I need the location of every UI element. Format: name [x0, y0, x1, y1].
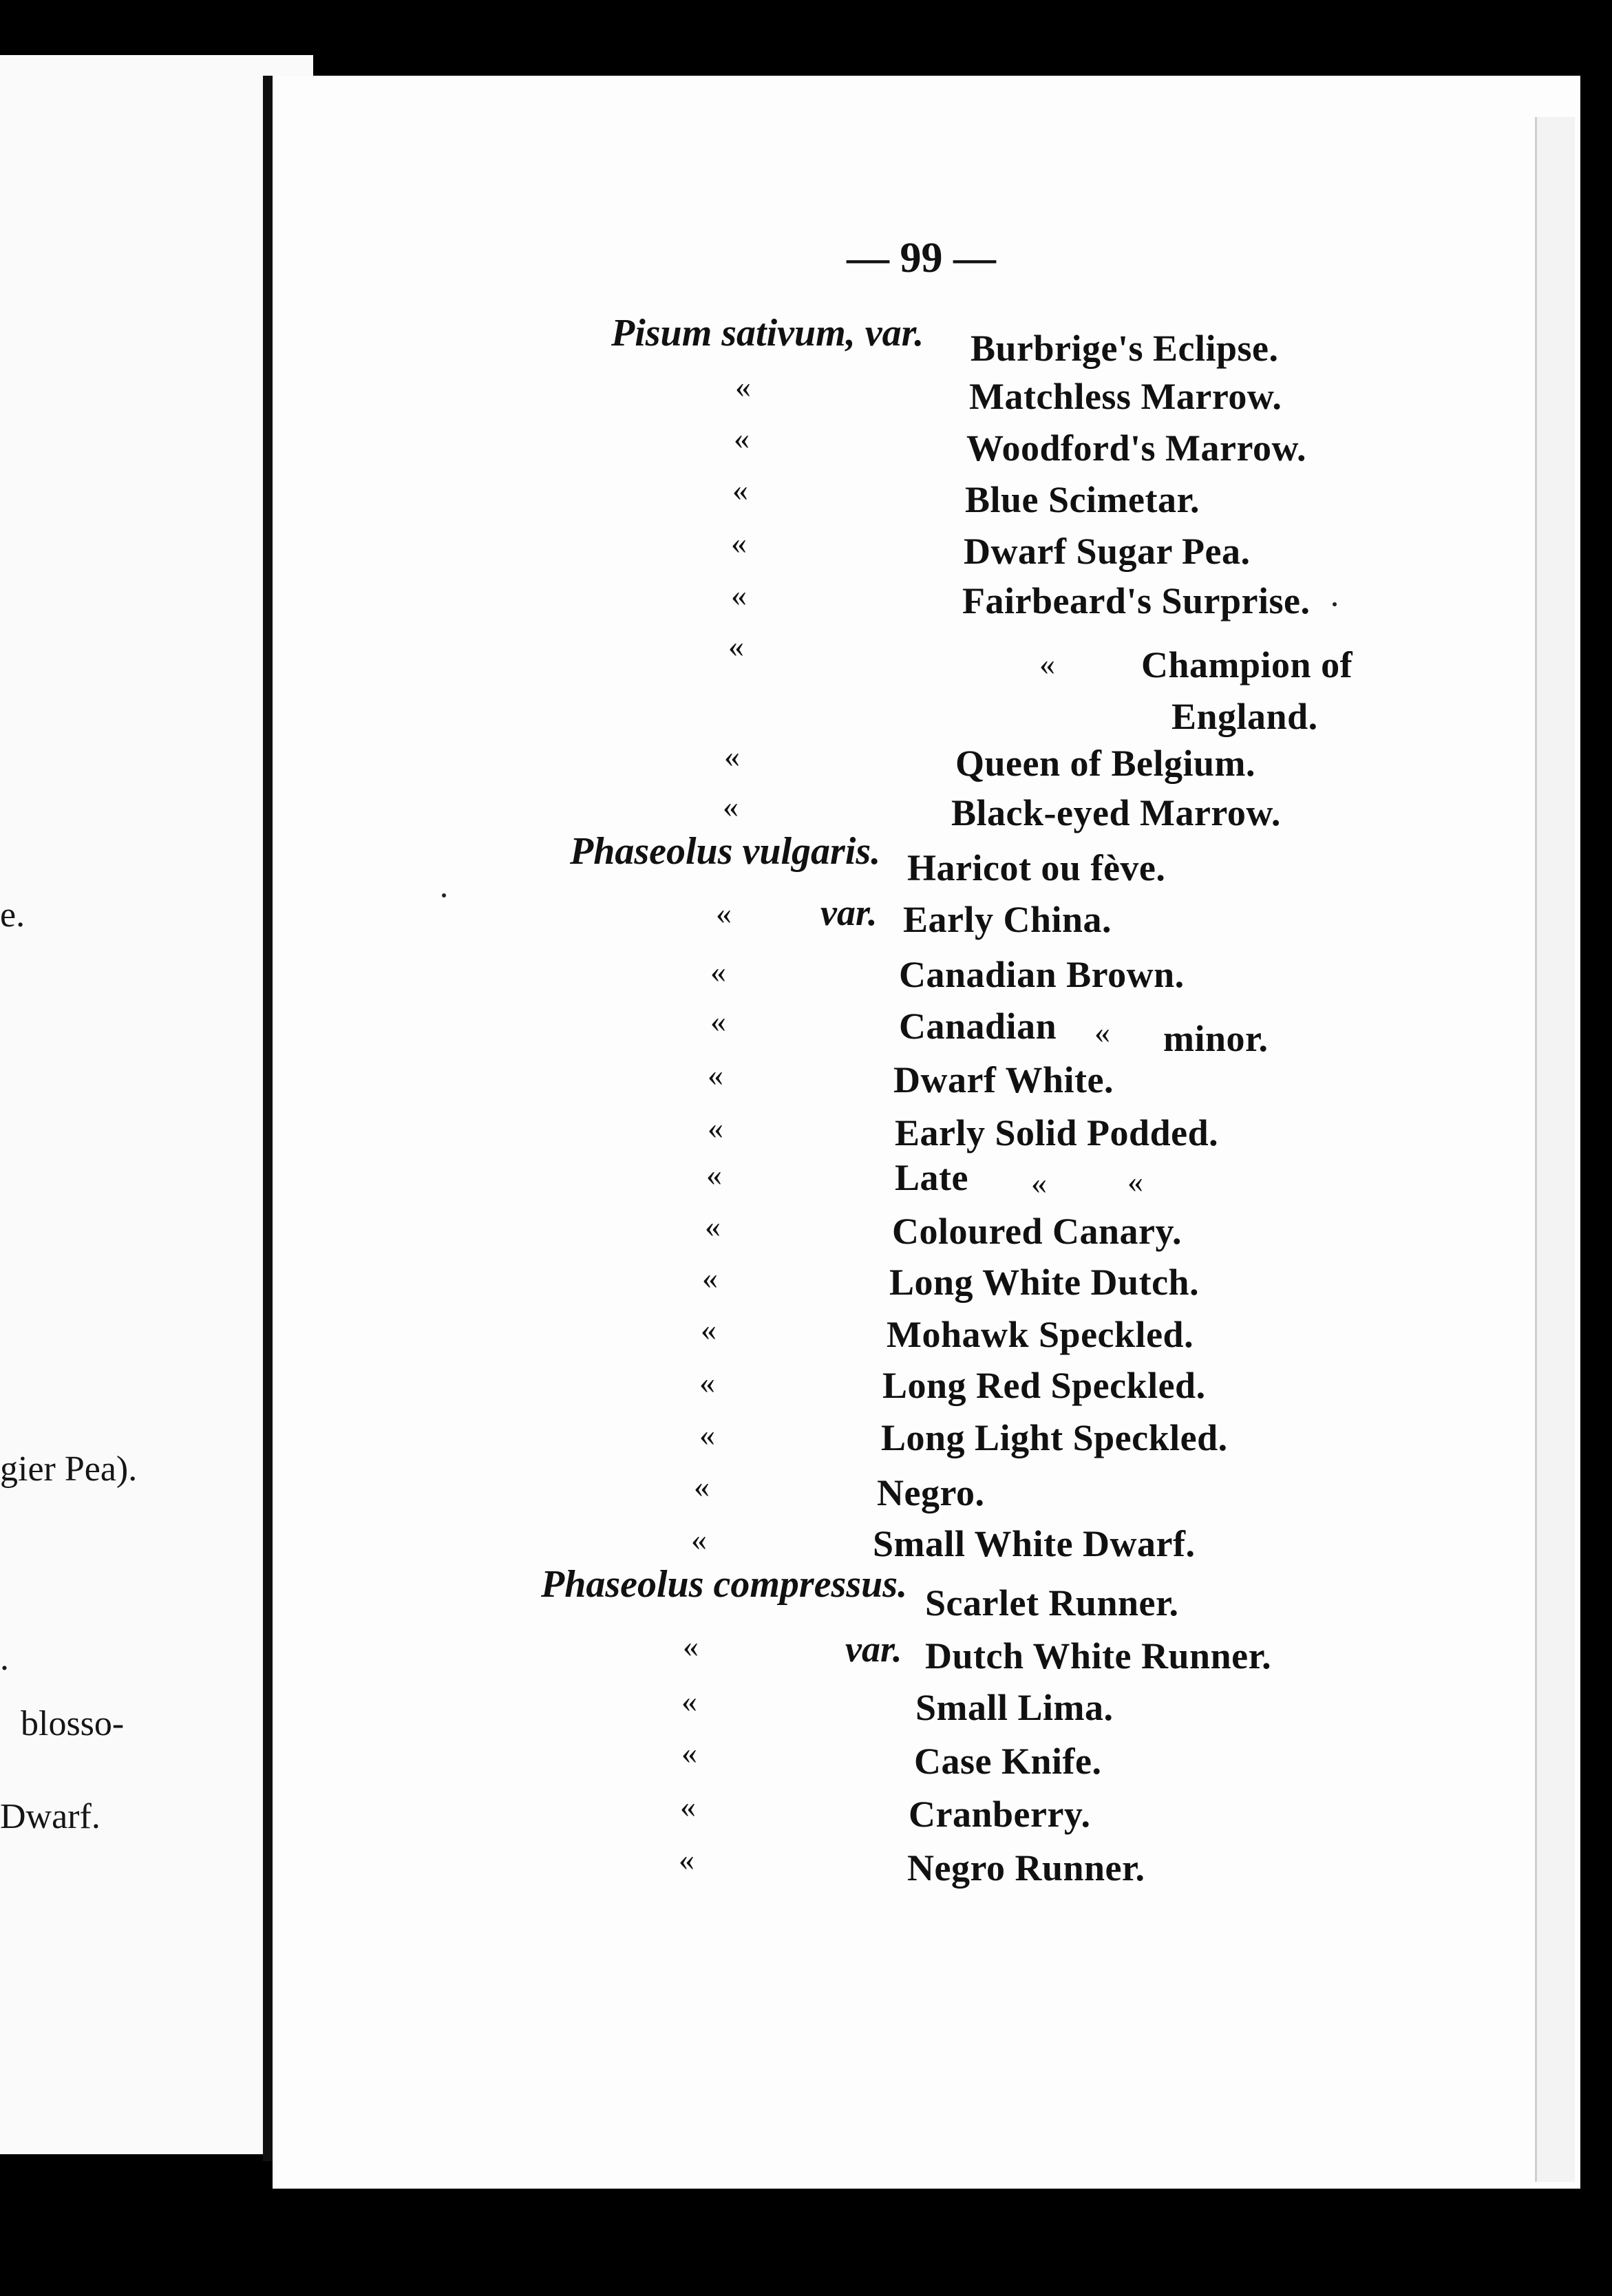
var-label: var.: [845, 1628, 902, 1670]
ditto-mark: «: [731, 525, 747, 560]
variety-entry: minor.: [1163, 1018, 1269, 1059]
variety-entry: Coloured Canary.: [892, 1211, 1183, 1252]
variety-entry: England.: [1171, 696, 1318, 737]
variety-entry: Long Light Speckled.: [881, 1417, 1228, 1458]
variety-entry: Long White Dutch.: [889, 1262, 1200, 1303]
ditto-mark: «: [680, 1789, 696, 1824]
variety-entry: Queen of Belgium.: [955, 743, 1255, 784]
variety-entry: Negro Runner.: [907, 1847, 1145, 1889]
variety-entry: Canadian: [899, 1006, 1057, 1047]
ditto-mark: «: [1031, 1165, 1047, 1200]
variety-entry: Champion of: [1141, 644, 1353, 685]
variety-entry: Burbrige's Eclipse.: [971, 328, 1279, 369]
ditto-mark: «: [681, 1683, 697, 1719]
print-speck: [442, 893, 446, 897]
species-pisum-sativum: Pisum sativum, var.: [611, 312, 924, 354]
ditto-mark: «: [683, 1628, 699, 1663]
ditto-mark: «: [702, 1260, 718, 1295]
variety-entry: Scarlet Runner.: [925, 1582, 1179, 1624]
variety-entry: Early Solid Podded.: [895, 1112, 1219, 1154]
ditto-mark: «: [710, 954, 726, 989]
book-spine: [263, 76, 273, 2161]
left-fragment: Dwarf.: [0, 1797, 100, 1836]
ditto-mark: «: [705, 1209, 721, 1244]
variety-entry: Black-eyed Marrow.: [951, 792, 1281, 833]
variety-entry: Case Knife.: [914, 1741, 1102, 1782]
variety-entry: Canadian Brown.: [899, 954, 1185, 995]
variety-entry: Small Lima.: [915, 1687, 1114, 1728]
ditto-mark: «: [1127, 1164, 1143, 1199]
ditto-mark: «: [731, 577, 747, 613]
variety-entry: Matchless Marrow.: [969, 376, 1282, 417]
variety-entry: Fairbeard's Surprise.: [962, 580, 1311, 621]
page-edge: [1535, 117, 1575, 2182]
variety-entry: Woodford's Marrow.: [966, 427, 1306, 469]
ditto-mark: «: [1039, 646, 1055, 681]
ditto-mark: «: [1094, 1014, 1110, 1050]
ditto-mark: «: [728, 628, 744, 663]
ditto-mark: «: [691, 1522, 707, 1557]
ditto-mark: «: [681, 1735, 697, 1770]
left-fragment: gier Pea).: [0, 1449, 138, 1489]
ditto-mark: «: [708, 1057, 723, 1092]
ditto-mark: «: [723, 789, 739, 824]
variety-entry: Dwarf White.: [893, 1059, 1114, 1101]
ditto-mark: «: [706, 1157, 722, 1192]
ditto-mark: «: [699, 1417, 715, 1452]
ditto-mark: «: [735, 369, 751, 404]
ditto-mark: «: [710, 1003, 726, 1039]
left-fragment: .: [0, 1639, 9, 1678]
ditto-mark: «: [679, 1842, 694, 1877]
ditto-mark: «: [732, 472, 748, 507]
variety-entry: Dutch White Runner.: [925, 1635, 1272, 1677]
species-phaseolus-vulgaris: Phaseolus vulgaris.: [570, 830, 881, 873]
ditto-mark: «: [694, 1469, 710, 1504]
variety-entry: Cranberry.: [909, 1794, 1091, 1835]
page-number: — 99 —: [847, 235, 996, 281]
ditto-mark: «: [724, 738, 740, 774]
variety-entry: Long Red Speckled.: [882, 1365, 1206, 1406]
ditto-mark: «: [699, 1365, 715, 1400]
print-speck: [1333, 602, 1337, 606]
variety-entry: Mohawk Speckled.: [887, 1314, 1194, 1355]
variety-entry: Negro.: [877, 1472, 985, 1513]
variety-entry: Late: [895, 1157, 968, 1198]
ditto-mark: «: [701, 1312, 717, 1347]
variety-entry: Small White Dwarf.: [873, 1523, 1196, 1564]
var-label: var.: [820, 892, 878, 933]
ditto-mark: «: [734, 421, 750, 456]
variety-entry: Haricot ou fève.: [907, 847, 1166, 889]
left-fragment: blosso-: [21, 1704, 125, 1743]
species-phaseolus-compressus: Phaseolus compressus.: [541, 1563, 908, 1606]
variety-entry: Early China.: [903, 899, 1112, 940]
ditto-mark: «: [716, 895, 732, 931]
variety-entry: Dwarf Sugar Pea.: [964, 531, 1251, 572]
variety-entry: Blue Scimetar.: [965, 479, 1200, 520]
left-fragment: e.: [0, 895, 25, 935]
ditto-mark: «: [708, 1110, 723, 1145]
